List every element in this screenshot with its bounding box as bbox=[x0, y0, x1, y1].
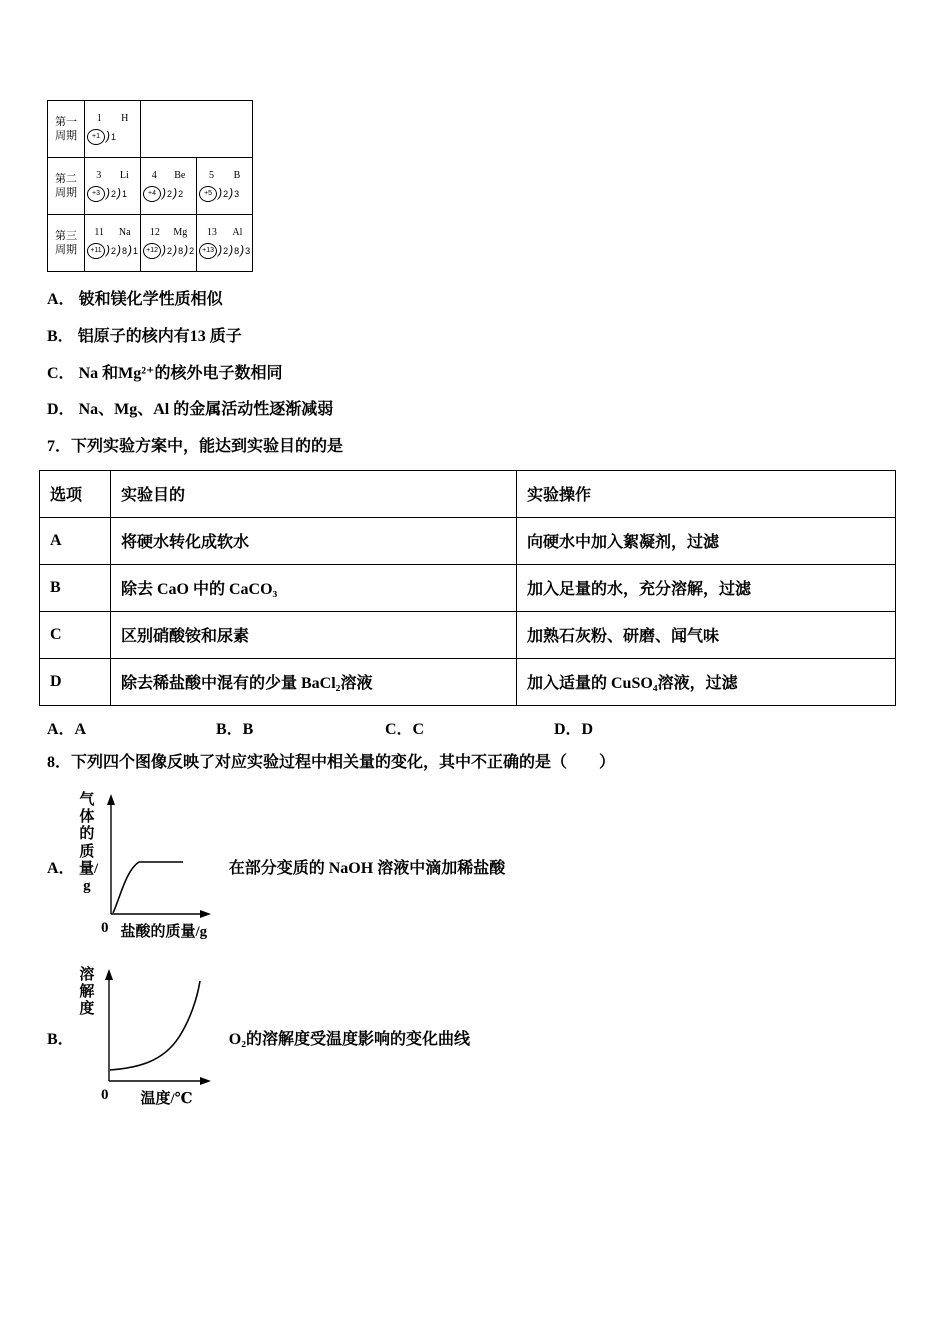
q8-graph-b-origin: 0 bbox=[101, 1086, 109, 1103]
q7-answer-d: D．D bbox=[554, 720, 594, 738]
atom-diagram-h bbox=[87, 129, 138, 145]
q7-row-b bbox=[40, 564, 896, 611]
shell-al-2: ) 8 bbox=[228, 244, 239, 258]
q7-table bbox=[39, 470, 896, 706]
q7-row-d-purpose: 除去稀盐酸中混有的少量 BaCl₂溶液 bbox=[111, 658, 517, 705]
q7-stem: 7．下列实验方案中，能达到实验目的的是 bbox=[47, 438, 344, 456]
element-li-number: 3 bbox=[96, 170, 102, 182]
q8-graph-a-xlabel: 盐酸的质量/g bbox=[120, 923, 208, 940]
element-cell-be bbox=[141, 158, 197, 215]
nucleus-mg: +12 bbox=[143, 243, 161, 259]
shell-b-2: ) 3 bbox=[228, 187, 239, 201]
q7-answer-b: B．B bbox=[216, 720, 254, 738]
q8-graph-a-origin: 0 bbox=[101, 919, 109, 936]
q7-answer-row bbox=[47, 716, 903, 739]
q7-row-d bbox=[40, 658, 896, 705]
element-cell-li bbox=[85, 158, 141, 215]
pt-period3-label bbox=[48, 215, 85, 272]
element-b-number: 5 bbox=[208, 170, 214, 182]
q6-option-b-text: 铝原子的核内有13 质子 bbox=[77, 327, 242, 345]
q7-row-d-option: D bbox=[40, 658, 111, 705]
shell-h-1: ) 1 bbox=[105, 130, 116, 144]
q7-row-c-option: C bbox=[40, 611, 111, 658]
q8-graph-b-ylabel: 溶解度 bbox=[79, 966, 95, 1018]
q8-graph-a-caption: 在部分变质的 NaOH 溶液中滴加稀盐酸 bbox=[228, 859, 506, 877]
y-axis-arrow-icon bbox=[107, 794, 115, 805]
element-b-head bbox=[199, 170, 250, 182]
element-al-number: 13 bbox=[206, 227, 217, 239]
element-b-symbol: B bbox=[233, 170, 241, 182]
shell-mg-1: ) 2 bbox=[161, 244, 172, 258]
element-li-head bbox=[87, 170, 138, 182]
nucleus-be: +4 bbox=[143, 186, 161, 202]
shell-na-2: ) 8 bbox=[116, 244, 127, 258]
element-mg-head bbox=[143, 227, 194, 239]
q6-option-c-label: C． bbox=[47, 364, 75, 382]
element-be-symbol: Be bbox=[174, 170, 186, 182]
q7-header-purpose: 实验目的 bbox=[111, 470, 517, 517]
q8-graph-a-axes bbox=[97, 792, 215, 918]
pt-row-period3 bbox=[48, 215, 253, 272]
x-axis-arrow-icon bbox=[200, 1077, 211, 1085]
x-axis-arrow-icon bbox=[200, 910, 211, 918]
element-cell-mg bbox=[141, 215, 197, 272]
q7-answer-c: C．C bbox=[385, 720, 425, 738]
q6-option-a-text: 铍和镁化学性质相似 bbox=[78, 291, 223, 308]
pt-period3-text: 第三周期 bbox=[55, 229, 77, 256]
element-be-head bbox=[143, 170, 194, 182]
pt-row-period1 bbox=[48, 101, 253, 158]
element-na-number: 11 bbox=[94, 227, 105, 239]
q7-row-a-operation: 向硬水中加入絮凝剂，过滤 bbox=[517, 517, 896, 564]
element-cell-h bbox=[85, 101, 141, 158]
q6-option-a-label: A． bbox=[47, 291, 75, 308]
q7-row-b-purpose: 除去 CaO 中的 CaCO₃ bbox=[111, 564, 517, 611]
gas-mass-curve bbox=[113, 862, 183, 913]
q6-option-c bbox=[47, 364, 903, 385]
pt-period2-label bbox=[48, 158, 85, 215]
element-h-symbol: H bbox=[121, 113, 129, 125]
atom-diagram-b bbox=[199, 186, 250, 202]
pt-row-period2 bbox=[48, 158, 253, 215]
nucleus-li: +3 bbox=[87, 186, 105, 202]
pt-period2-text: 第二周期 bbox=[55, 172, 77, 199]
shell-mg-3: ) 2 bbox=[183, 244, 194, 258]
q8-stem: 8．下列四个图像反映了对应实验过程中相关量的变化，其中不正确的是（ ） bbox=[47, 753, 616, 771]
q8-graph-b-label: B． bbox=[47, 1030, 74, 1048]
element-cell-na bbox=[85, 215, 141, 272]
q6-option-b bbox=[47, 327, 903, 348]
q7-header-row bbox=[40, 470, 896, 517]
q7-header-option: 选项 bbox=[40, 470, 111, 517]
shell-be-2: ) 2 bbox=[172, 187, 183, 201]
shell-mg-2: ) 8 bbox=[172, 244, 183, 258]
q7-answer-a: A．A bbox=[47, 720, 87, 738]
q7-row-c-operation: 加熟石灰粉、研磨、闻气味 bbox=[517, 611, 896, 658]
shell-li-2: ) 1 bbox=[116, 187, 127, 201]
pt-empty-cell bbox=[141, 101, 253, 158]
nucleus-h: +1 bbox=[87, 129, 105, 145]
q8-graph-a-ylabel: 气体的质量/g bbox=[79, 791, 99, 895]
q6-option-b-label: B． bbox=[47, 327, 74, 345]
element-li-symbol: Li bbox=[119, 170, 129, 182]
element-h-number: 1 bbox=[96, 113, 102, 125]
q8-graph-b-plot bbox=[79, 967, 215, 1108]
atom-diagram-be bbox=[143, 186, 194, 202]
q8-graph-b-xlabel: 温度/℃ bbox=[140, 1090, 193, 1107]
element-cell-b bbox=[197, 158, 253, 215]
q7-row-c bbox=[40, 611, 896, 658]
q6-option-d bbox=[47, 400, 903, 421]
q8-graph-a-block bbox=[47, 792, 903, 941]
shell-al-3: ) 3 bbox=[239, 244, 250, 258]
q7-header-operation: 实验操作 bbox=[517, 470, 896, 517]
shell-na-1: ) 2 bbox=[105, 244, 116, 258]
atom-diagram-mg bbox=[143, 243, 194, 259]
q8-graph-b-axes bbox=[97, 967, 215, 1085]
shell-b-1: ) 2 bbox=[217, 187, 228, 201]
q8-graph-a-label: A． bbox=[47, 859, 75, 877]
atom-diagram-al bbox=[199, 243, 250, 259]
element-mg-number: 12 bbox=[149, 227, 160, 239]
nucleus-b: +5 bbox=[199, 186, 217, 202]
q7-row-c-purpose: 区别硝酸铵和尿素 bbox=[111, 611, 517, 658]
element-mg-symbol: Mg bbox=[173, 227, 188, 239]
periodic-table-figure bbox=[47, 100, 253, 272]
element-cell-al bbox=[197, 215, 253, 272]
element-be-number: 4 bbox=[151, 170, 157, 182]
shell-li-1: ) 2 bbox=[105, 187, 116, 201]
element-al-head bbox=[199, 227, 250, 239]
nucleus-al: +13 bbox=[199, 243, 217, 259]
pt-period1-text: 第一周期 bbox=[55, 115, 77, 142]
y-axis-arrow-icon bbox=[105, 969, 113, 980]
q6-option-d-label: D． bbox=[47, 401, 75, 419]
shell-na-3: ) 1 bbox=[127, 244, 138, 258]
q7-row-d-operation: 加入适量的 CuSO₄溶液，过滤 bbox=[517, 658, 896, 705]
q7-row-a-option: A bbox=[40, 517, 111, 564]
pt-period1-label bbox=[48, 101, 85, 158]
element-h-head bbox=[87, 113, 138, 125]
q8-graph-a-plot bbox=[79, 792, 215, 941]
nucleus-na: +11 bbox=[87, 243, 105, 259]
q6-option-c-text: Na 和Mg²⁺的核外电子数相同 bbox=[78, 364, 283, 382]
q8-graph-b-caption: O₂的溶解度受温度影响的变化曲线 bbox=[228, 1030, 470, 1048]
q6-option-a bbox=[47, 290, 903, 311]
q8-graph-b-block bbox=[47, 967, 903, 1108]
q7-row-b-operation: 加入足量的水，充分溶解，过滤 bbox=[517, 564, 896, 611]
element-al-symbol: Al bbox=[232, 227, 243, 239]
atom-diagram-na bbox=[87, 243, 138, 259]
element-na-head bbox=[87, 227, 138, 239]
atom-diagram-li bbox=[87, 186, 138, 202]
shell-al-1: ) 2 bbox=[217, 244, 228, 258]
shell-be-1: ) 2 bbox=[161, 187, 172, 201]
q7-row-a bbox=[40, 517, 896, 564]
q6-option-d-text: Na、Mg、Al 的金属活动性逐渐减弱 bbox=[78, 401, 334, 419]
element-na-symbol: Na bbox=[118, 227, 131, 239]
q7-row-b-option: B bbox=[40, 564, 111, 611]
q7-row-a-purpose: 将硬水转化成软水 bbox=[111, 517, 517, 564]
solubility-curve bbox=[110, 981, 200, 1070]
